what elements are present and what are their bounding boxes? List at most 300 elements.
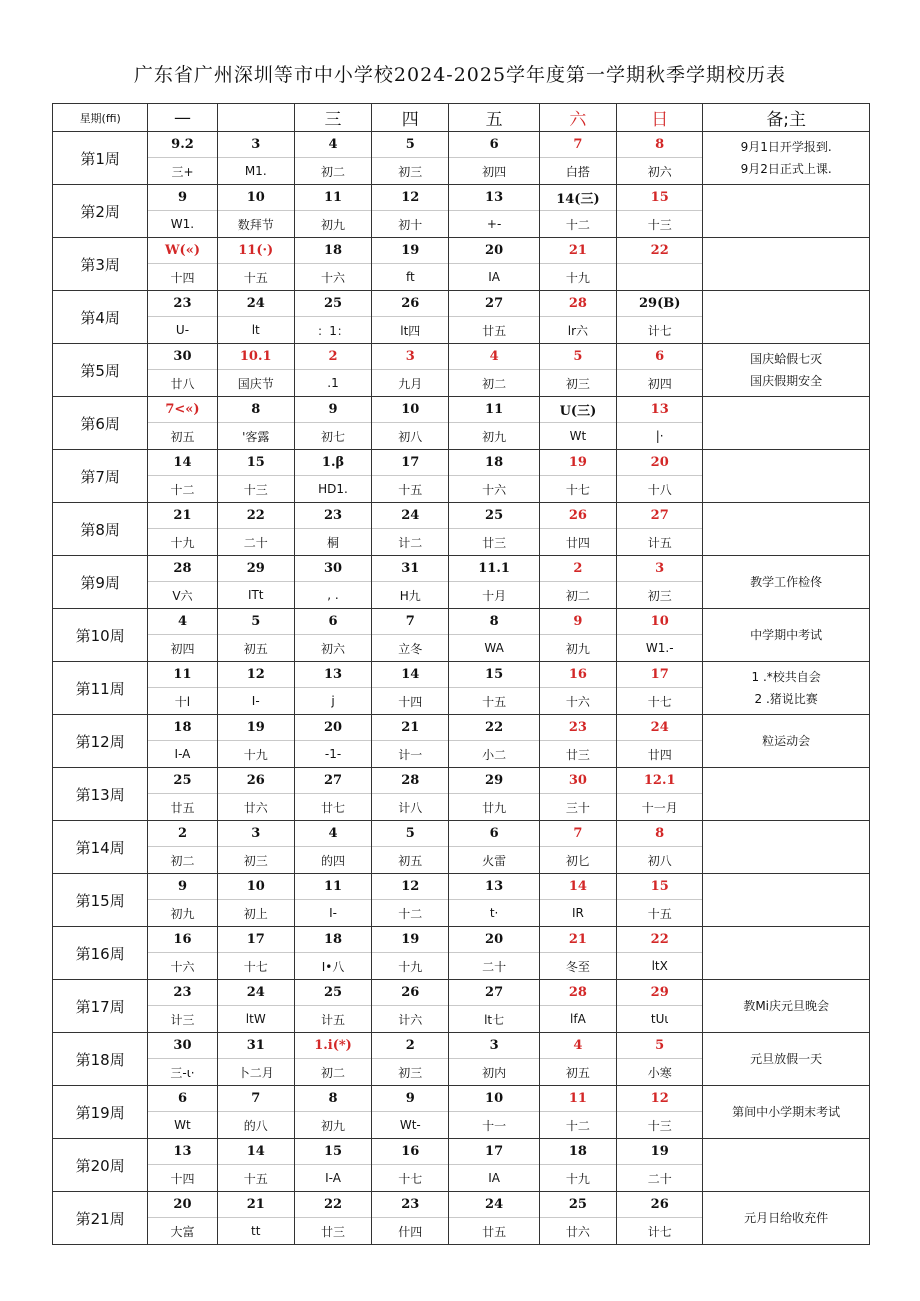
date-cell: 3 (372, 344, 449, 370)
date-cell: 24 (372, 503, 449, 529)
lunar-cell: 小二 (449, 741, 539, 768)
note-line: 国庆假期安全 (750, 374, 823, 388)
date-cell: 9 (294, 397, 371, 423)
date-cell: 5 (372, 821, 449, 847)
lunar-cell: 廿七 (294, 794, 371, 821)
lunar-cell: 初三 (617, 582, 703, 609)
date-cell: 26 (217, 768, 294, 794)
lunar-cell: t· (449, 900, 539, 927)
date-cell: 8 (617, 821, 703, 847)
date-cell: 22 (294, 1192, 371, 1218)
note-line: 元旦放假一天 (750, 1052, 823, 1066)
week-label: 第2周 (53, 185, 148, 238)
week-date-row (53, 397, 870, 423)
lunar-cell: 初九 (294, 211, 371, 238)
lunar-cell: 初四 (449, 158, 539, 185)
note-line: 教学工作检佟 (750, 575, 823, 589)
date-cell: 19 (617, 1139, 703, 1165)
lunar-cell: 十三 (217, 476, 294, 503)
lunar-cell: 立冬 (372, 635, 449, 662)
date-cell: 5 (539, 344, 616, 370)
week-label: 第13周 (53, 768, 148, 821)
date-cell: 21 (539, 927, 616, 953)
lunar-cell: 初五 (539, 1059, 616, 1086)
notes-cell (703, 238, 870, 291)
notes-cell (703, 609, 870, 662)
note-line: 第间中小学期末考试 (732, 1105, 841, 1119)
date-cell: 25 (539, 1192, 616, 1218)
date-cell: 9 (148, 874, 217, 900)
week-label: 第16周 (53, 927, 148, 980)
week-label: 第6周 (53, 397, 148, 450)
lunar-cell: W1. (148, 211, 217, 238)
header-tue (217, 104, 294, 132)
date-cell: 11 (148, 662, 217, 688)
date-cell: 1.β (294, 450, 371, 476)
week-label: 第8周 (53, 503, 148, 556)
date-cell: 11 (294, 874, 371, 900)
notes-cell (703, 980, 870, 1033)
date-cell: 13 (294, 662, 371, 688)
date-cell: 12 (372, 874, 449, 900)
date-cell: 6 (617, 344, 703, 370)
lunar-cell: IA (449, 1165, 539, 1192)
lunar-cell: , . (294, 582, 371, 609)
lunar-cell: 十二 (539, 1112, 616, 1139)
date-cell: 17 (372, 450, 449, 476)
date-cell: 29(B) (617, 291, 703, 317)
notes-cell (703, 1086, 870, 1139)
date-cell: 4 (539, 1033, 616, 1059)
date-cell: 12 (617, 1086, 703, 1112)
lunar-cell: 初三 (372, 158, 449, 185)
lunar-cell: 小寒 (617, 1059, 703, 1086)
lunar-cell: 廿三 (294, 1218, 371, 1245)
lunar-cell: ltX (617, 953, 703, 980)
lunar-cell: 廿五 (449, 317, 539, 344)
week-date-row (53, 927, 870, 953)
date-cell: 15 (449, 662, 539, 688)
date-cell: 23 (148, 980, 217, 1006)
lunar-cell: 初二 (148, 847, 217, 874)
week-date-row (53, 503, 870, 529)
date-cell: 4 (449, 344, 539, 370)
date-cell: 30 (294, 556, 371, 582)
lunar-cell: 初匕 (539, 847, 616, 874)
lunar-cell: 计五 (617, 529, 703, 556)
lunar-cell: M1. (217, 158, 294, 185)
lunar-cell: Wt- (372, 1112, 449, 1139)
date-cell: 30 (148, 1033, 217, 1059)
lunar-cell: 计八 (372, 794, 449, 821)
date-cell: 3 (217, 132, 294, 158)
date-cell: 7 (372, 609, 449, 635)
date-cell: 6 (449, 821, 539, 847)
notes-cell (703, 1192, 870, 1245)
week-label: 第15周 (53, 874, 148, 927)
date-cell: 28 (372, 768, 449, 794)
notes-cell (703, 715, 870, 768)
lunar-cell: 十三 (617, 211, 703, 238)
date-cell: U(三) (539, 397, 616, 423)
lunar-cell: .1 (294, 370, 371, 397)
lunar-cell: 十五 (217, 264, 294, 291)
week-label: 第18周 (53, 1033, 148, 1086)
lunar-cell: 初三 (217, 847, 294, 874)
lunar-cell: 十一月 (617, 794, 703, 821)
week-date-row (53, 768, 870, 794)
week-label: 第12周 (53, 715, 148, 768)
date-cell: 5 (372, 132, 449, 158)
lunar-cell: 计三 (148, 1006, 217, 1033)
date-cell: 4 (294, 132, 371, 158)
lunar-cell: 卜二月 (217, 1059, 294, 1086)
date-cell: 24 (217, 980, 294, 1006)
date-cell: 13 (148, 1139, 217, 1165)
date-cell: 4 (148, 609, 217, 635)
date-cell: 17 (449, 1139, 539, 1165)
date-cell: 11 (294, 185, 371, 211)
date-cell: 9 (372, 1086, 449, 1112)
lunar-cell: 初四 (148, 635, 217, 662)
notes-cell (703, 662, 870, 715)
notes-cell (703, 874, 870, 927)
lunar-cell: 十四 (148, 264, 217, 291)
notes-cell (703, 397, 870, 450)
date-cell: 25 (449, 503, 539, 529)
lunar-cell: 初六 (294, 635, 371, 662)
week-label: 第20周 (53, 1139, 148, 1192)
date-cell: 10 (217, 874, 294, 900)
date-cell: 20 (294, 715, 371, 741)
week-label: 第7周 (53, 450, 148, 503)
lunar-cell: tt (217, 1218, 294, 1245)
date-cell: 19 (539, 450, 616, 476)
lunar-cell: lt四 (372, 317, 449, 344)
lunar-cell: lt七 (449, 1006, 539, 1033)
date-cell: 27 (617, 503, 703, 529)
note-line: 教Mi庆元旦晚会 (743, 999, 830, 1013)
notes-cell (703, 821, 870, 874)
date-cell: 7 (539, 821, 616, 847)
lunar-cell: 十七 (539, 476, 616, 503)
date-cell: 17 (217, 927, 294, 953)
header-row (53, 104, 870, 132)
note-line: 粒运动会 (762, 734, 811, 748)
lunar-cell: ：1： (294, 317, 371, 344)
date-cell: 21 (372, 715, 449, 741)
date-cell: 7 (539, 132, 616, 158)
week-date-row (53, 238, 870, 264)
lunar-cell: 十七 (617, 688, 703, 715)
date-cell: 29 (217, 556, 294, 582)
lunar-cell: 三-ι· (148, 1059, 217, 1086)
lunar-cell: 二十 (217, 529, 294, 556)
lunar-cell: 十四 (372, 688, 449, 715)
lunar-cell: 初三 (372, 1059, 449, 1086)
lunar-cell: 廿六 (539, 1218, 616, 1245)
lunar-cell: lr六 (539, 317, 616, 344)
date-cell: 24 (617, 715, 703, 741)
lunar-cell: 廿六 (217, 794, 294, 821)
lunar-cell: 冬至 (539, 953, 616, 980)
date-cell: 25 (294, 291, 371, 317)
lunar-cell: 初九 (539, 635, 616, 662)
header-fri: 五 (449, 104, 539, 132)
lunar-cell: 初六 (617, 158, 703, 185)
date-cell: 22 (449, 715, 539, 741)
lunar-cell: 计七 (617, 317, 703, 344)
date-cell: 6 (294, 609, 371, 635)
lunar-cell: I-A (148, 741, 217, 768)
lunar-cell: 十三 (617, 1112, 703, 1139)
note-line: 1 .*校共自会 (751, 670, 821, 684)
lunar-cell: 十九 (539, 264, 616, 291)
date-cell: 11 (449, 397, 539, 423)
date-cell: 21 (217, 1192, 294, 1218)
date-cell: 25 (294, 980, 371, 1006)
lunar-cell: 计七 (617, 1218, 703, 1245)
lunar-cell: 十八 (617, 476, 703, 503)
lunar-cell: 十九 (372, 953, 449, 980)
week-date-row (53, 556, 870, 582)
date-cell: 7 (217, 1086, 294, 1112)
week-date-row (53, 874, 870, 900)
notes-cell (703, 185, 870, 238)
note-line: 元月日给收充件 (744, 1211, 829, 1225)
lunar-cell: 十l (148, 688, 217, 715)
date-cell: 12 (372, 185, 449, 211)
lunar-cell: 初八 (617, 847, 703, 874)
lunar-cell: 廿八 (148, 370, 217, 397)
lunar-cell: 的四 (294, 847, 371, 874)
date-cell: 10 (617, 609, 703, 635)
notes-cell (703, 556, 870, 609)
lunar-cell: 十七 (372, 1165, 449, 1192)
lunar-cell: 初五 (148, 423, 217, 450)
week-date-row (53, 450, 870, 476)
date-cell: 17 (617, 662, 703, 688)
date-cell: 29 (449, 768, 539, 794)
lunar-cell: 九月 (372, 370, 449, 397)
date-cell: 13 (449, 185, 539, 211)
lunar-cell: I- (294, 900, 371, 927)
week-label: 第21周 (53, 1192, 148, 1245)
lunar-cell: 初五 (372, 847, 449, 874)
lunar-cell: 初二 (294, 1059, 371, 1086)
date-cell: 3 (217, 821, 294, 847)
lunar-cell: 十九 (539, 1165, 616, 1192)
date-cell: 20 (449, 238, 539, 264)
lunar-cell: U- (148, 317, 217, 344)
lunar-cell: 火雷 (449, 847, 539, 874)
week-date-row (53, 344, 870, 370)
date-cell: 16 (372, 1139, 449, 1165)
lunar-cell: 十九 (217, 741, 294, 768)
date-cell: 12.1 (617, 768, 703, 794)
lunar-cell: 十六 (449, 476, 539, 503)
lunar-cell: -1- (294, 741, 371, 768)
date-cell: 2 (148, 821, 217, 847)
lunar-cell: WA (449, 635, 539, 662)
week-date-row (53, 715, 870, 741)
date-cell: W(«) (148, 238, 217, 264)
lunar-cell: 三十 (539, 794, 616, 821)
date-cell: 18 (294, 238, 371, 264)
lunar-cell: 数拜节 (217, 211, 294, 238)
date-cell: 31 (372, 556, 449, 582)
date-cell: 10 (217, 185, 294, 211)
date-cell: 2 (294, 344, 371, 370)
date-cell: 28 (539, 980, 616, 1006)
header-mon: — (148, 104, 217, 132)
notes-cell (703, 768, 870, 821)
lunar-cell: 初内 (449, 1059, 539, 1086)
notes-cell (703, 344, 870, 397)
date-cell: 14(三) (539, 185, 616, 211)
date-cell: 13 (449, 874, 539, 900)
date-cell: 29 (617, 980, 703, 1006)
date-cell: 27 (449, 291, 539, 317)
header-week-label: 星期(ffi) (53, 104, 148, 132)
lunar-cell: 十五 (449, 688, 539, 715)
date-cell: 30 (539, 768, 616, 794)
lunar-cell: 大富 (148, 1218, 217, 1245)
date-cell: 15 (617, 874, 703, 900)
date-cell: 5 (617, 1033, 703, 1059)
date-cell: 5 (217, 609, 294, 635)
date-cell: 9.2 (148, 132, 217, 158)
lunar-cell: lt (217, 317, 294, 344)
week-date-row (53, 1192, 870, 1218)
lunar-cell: 三+ (148, 158, 217, 185)
date-cell: 10.1 (217, 344, 294, 370)
lunar-cell: 十六 (539, 688, 616, 715)
date-cell: 20 (148, 1192, 217, 1218)
notes-cell (703, 927, 870, 980)
lunar-cell: W1.- (617, 635, 703, 662)
lunar-cell: 初八 (372, 423, 449, 450)
week-label: 第1周 (53, 132, 148, 185)
date-cell: 18 (294, 927, 371, 953)
lunar-cell: 初二 (449, 370, 539, 397)
date-cell: 15 (294, 1139, 371, 1165)
lunar-cell: ltW (217, 1006, 294, 1033)
lunar-cell: 十五 (217, 1165, 294, 1192)
date-cell: 10 (372, 397, 449, 423)
notes-cell (703, 450, 870, 503)
date-cell: 26 (539, 503, 616, 529)
lunar-cell: 十二 (539, 211, 616, 238)
lunar-cell: 十四 (148, 1165, 217, 1192)
lunar-cell: 十月 (449, 582, 539, 609)
note-line: 9月1日开学报到. (740, 140, 832, 154)
lunar-cell: 十六 (148, 953, 217, 980)
date-cell: 6 (449, 132, 539, 158)
date-cell: 23 (372, 1192, 449, 1218)
lunar-cell: 的八 (217, 1112, 294, 1139)
week-date-row (53, 1139, 870, 1165)
date-cell: 14 (539, 874, 616, 900)
date-cell: 14 (372, 662, 449, 688)
lunar-cell: 计二 (372, 529, 449, 556)
lunar-cell: 十二 (372, 900, 449, 927)
week-label: 第3周 (53, 238, 148, 291)
notes-cell (703, 132, 870, 185)
date-cell: 1.i(*) (294, 1033, 371, 1059)
lunar-cell: 十五 (372, 476, 449, 503)
date-cell: 9 (539, 609, 616, 635)
notes-cell (703, 1033, 870, 1086)
header-notes: 备;主 (703, 104, 870, 132)
header-sun: 日 (617, 104, 703, 132)
date-cell: 26 (617, 1192, 703, 1218)
lunar-cell: 国庆节 (217, 370, 294, 397)
lunar-cell: 初九 (148, 900, 217, 927)
week-label: 第10周 (53, 609, 148, 662)
lunar-cell: H九 (372, 582, 449, 609)
date-cell: 21 (148, 503, 217, 529)
notes-cell (703, 1139, 870, 1192)
lunar-cell: tUι (617, 1006, 703, 1033)
date-cell: 11.1 (449, 556, 539, 582)
note-line: 9月2日正式上课. (740, 162, 832, 176)
date-cell: 14 (148, 450, 217, 476)
date-cell: 19 (372, 238, 449, 264)
date-cell: 21 (539, 238, 616, 264)
date-cell: 8 (449, 609, 539, 635)
date-cell: 24 (217, 291, 294, 317)
date-cell: 22 (617, 927, 703, 953)
date-cell: 26 (372, 980, 449, 1006)
date-cell: 20 (617, 450, 703, 476)
week-label: 第5周 (53, 344, 148, 397)
week-date-row (53, 980, 870, 1006)
date-cell: 14 (217, 1139, 294, 1165)
date-cell: 28 (539, 291, 616, 317)
lunar-cell: ft (372, 264, 449, 291)
lunar-cell: 计一 (372, 741, 449, 768)
date-cell: 18 (449, 450, 539, 476)
date-cell: 18 (539, 1139, 616, 1165)
lunar-cell: 初七 (294, 423, 371, 450)
date-cell: 19 (372, 927, 449, 953)
lunar-cell: 廿三 (539, 741, 616, 768)
date-cell: 25 (148, 768, 217, 794)
lunar-cell: I-A (294, 1165, 371, 1192)
lunar-cell (617, 264, 703, 291)
lunar-cell: 十九 (148, 529, 217, 556)
date-cell: 30 (148, 344, 217, 370)
week-label: 第14周 (53, 821, 148, 874)
week-label: 第9周 (53, 556, 148, 609)
date-cell: 6 (148, 1086, 217, 1112)
date-cell: 2 (539, 556, 616, 582)
date-cell: 19 (217, 715, 294, 741)
lunar-cell: lfA (539, 1006, 616, 1033)
lunar-cell: ITt (217, 582, 294, 609)
note-line: 中学期中考试 (750, 628, 823, 642)
lunar-cell: I- (217, 688, 294, 715)
lunar-cell: HD1. (294, 476, 371, 503)
date-cell: 27 (294, 768, 371, 794)
lunar-cell: I•八 (294, 953, 371, 980)
lunar-cell: 初二 (294, 158, 371, 185)
lunar-cell: 廿九 (449, 794, 539, 821)
week-label: 第17周 (53, 980, 148, 1033)
header-wed: 三 (294, 104, 371, 132)
date-cell: 27 (449, 980, 539, 1006)
